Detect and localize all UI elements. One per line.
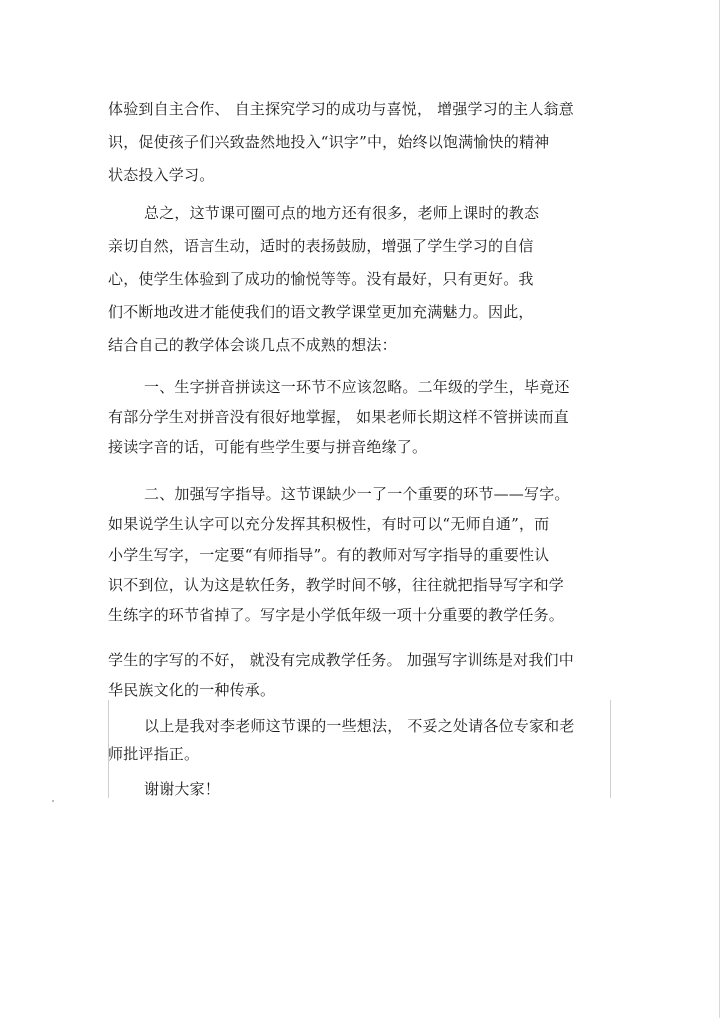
- text-line: 接读字音的话，可能有些学生要与拼音绝缘了。: [108, 438, 428, 456]
- scan-speck: [52, 800, 54, 802]
- text-line: 一、生字拼音拼读这一环节不应该忽略。二年级的学生，毕竟还: [144, 378, 570, 396]
- text-line: 有部分学生对拼音没有很好地掌握， 如果老师长期这样不管拼读而直: [108, 408, 569, 426]
- text-line: 如果说学生认字可以充分发挥其积极性，有时可以“无师自通”，而: [108, 515, 550, 533]
- text-line: 结合自己的教学体会谈几点不成熟的想法：: [108, 336, 397, 354]
- closing-line: 谢谢大家！: [144, 780, 221, 798]
- text-line: 体验到自主合作、 自主探究学习的成功与喜悦， 增强学习的主人翁意: [108, 100, 574, 118]
- text-line: 亲切自然，语言生动，适时的表扬鼓励，增强了学生学习的自信: [108, 237, 534, 255]
- text-line: 识，促使孩子们兴致盎然地投入“识字”中，始终以饱满愉快的精神: [108, 133, 550, 151]
- text-line: 以上是我对李老师这节课的一些想法， 不妥之处请各位专家和老: [144, 717, 575, 735]
- text-line: 生练字的环节省掉了。写字是小学低年级一项十分重要的教学任务。: [108, 606, 565, 624]
- text-line: 学生的字写的不好， 就没有完成教学任务。 加强写字训练是对我们中: [108, 651, 574, 669]
- text-line: 二、加强写字指导。这节课缺少一了一个重要的环节——写字。: [144, 485, 570, 503]
- text-line: 总之，这节课可圈可点的地方还有很多，老师上课时的教态: [144, 204, 540, 222]
- text-line: 识不到位，认为这是软任务，教学时间不够，往往就把指导写字和学: [108, 576, 565, 594]
- text-line: 小学生写字，一定要“有师指导”。有的教师对写字指导的重要性认: [108, 546, 550, 564]
- frame-border-right: [610, 700, 611, 798]
- text-line: 师批评指正。: [108, 745, 200, 763]
- text-line: 状态投入学习。: [108, 166, 215, 184]
- text-line: 华民族文化的一种传承。: [108, 681, 276, 699]
- text-line: 们不断地改进才能使我们的语文教学课堂更加充满魅力。因此，: [108, 303, 534, 321]
- text-line: 心，使学生体验到了成功的愉悦等等。没有最好，只有更好。我: [108, 270, 534, 288]
